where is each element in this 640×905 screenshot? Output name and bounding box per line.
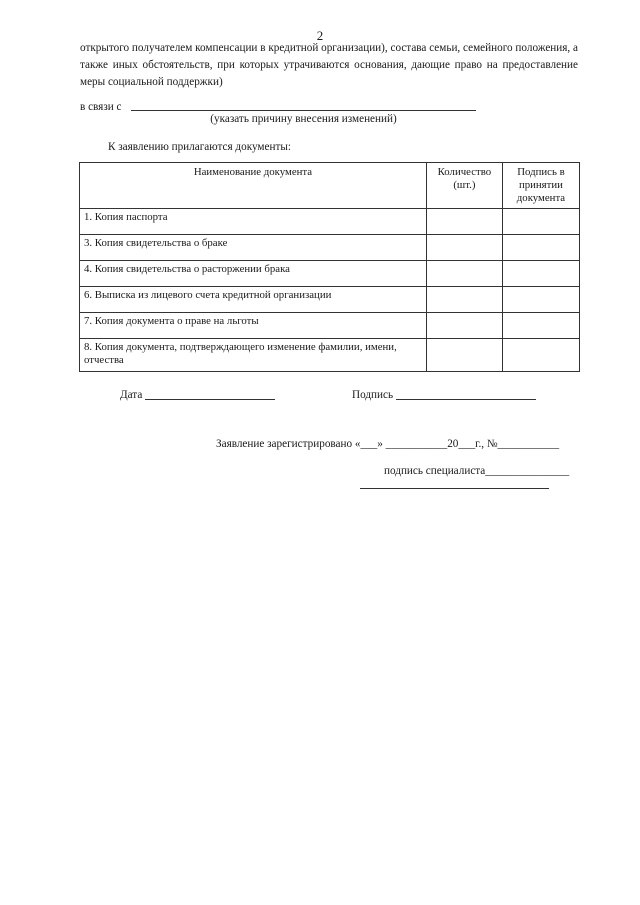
specialist-signature: подпись специалиста_______________ bbox=[384, 465, 570, 477]
signature-cell bbox=[502, 209, 579, 235]
signature-cell bbox=[502, 339, 579, 372]
table-row bbox=[80, 261, 580, 287]
table-row bbox=[80, 209, 580, 235]
documents-table bbox=[79, 162, 580, 372]
reason-hint: (указать причину внесения изменений) bbox=[210, 113, 397, 125]
signature-line bbox=[396, 399, 536, 400]
signature-cell bbox=[502, 261, 579, 287]
quantity-cell bbox=[426, 287, 502, 313]
table-row bbox=[80, 287, 580, 313]
signature-cell bbox=[502, 235, 579, 261]
specialist-name-line bbox=[360, 488, 549, 489]
quantity-cell bbox=[426, 313, 502, 339]
document-name-cell: 3. Копия свидетельства о браке bbox=[80, 235, 427, 261]
document-name-cell: 6. Выписка из лицевого счета кредитной организации bbox=[80, 287, 427, 313]
table-row bbox=[80, 339, 580, 372]
quantity-cell bbox=[426, 339, 502, 372]
registration-line: Заявление зарегистрировано «___» ___________20___г., №___________ bbox=[216, 438, 560, 450]
quantity-cell bbox=[426, 209, 502, 235]
table-header-row bbox=[80, 163, 580, 209]
date-line bbox=[145, 399, 275, 400]
reason-label: в связи с bbox=[80, 101, 122, 113]
signature-cell bbox=[502, 287, 579, 313]
document-name-cell: 7. Копия документа о праве на льготы bbox=[80, 313, 427, 339]
table-row bbox=[80, 235, 580, 261]
table-row bbox=[80, 313, 580, 339]
page-number: 2 bbox=[316, 28, 324, 43]
signature-cell bbox=[502, 313, 579, 339]
quantity-cell bbox=[426, 235, 502, 261]
reason-line bbox=[131, 110, 476, 111]
header-document-name: Наименование документа bbox=[80, 163, 427, 209]
header-quantity: Количество (шт.) bbox=[426, 163, 502, 209]
intro-paragraph bbox=[80, 40, 578, 91]
document-name-cell: 4. Копия свидетельства о расторжении брака bbox=[80, 261, 427, 287]
document-name-cell: 8. Копия документа, подтверждающего изменение фамилии, имени, отчества bbox=[80, 339, 427, 372]
intro-text: открытого получателем компенсации в кредитной организации), состава семьи, семейного положения, а также иных обстоятельств, при которых утрачиваются основания, дающие право на предоставление меры социальной поддержки) bbox=[80, 42, 578, 88]
document-name-cell: 1. Копия паспорта bbox=[80, 209, 427, 235]
date-label: Дата bbox=[120, 389, 143, 401]
header-signature: Подпись в принятии документа bbox=[502, 163, 579, 209]
quantity-cell bbox=[426, 261, 502, 287]
signature-label: Подпись bbox=[352, 389, 394, 401]
attachments-intro: К заявлению прилагаются документы: bbox=[108, 141, 291, 153]
